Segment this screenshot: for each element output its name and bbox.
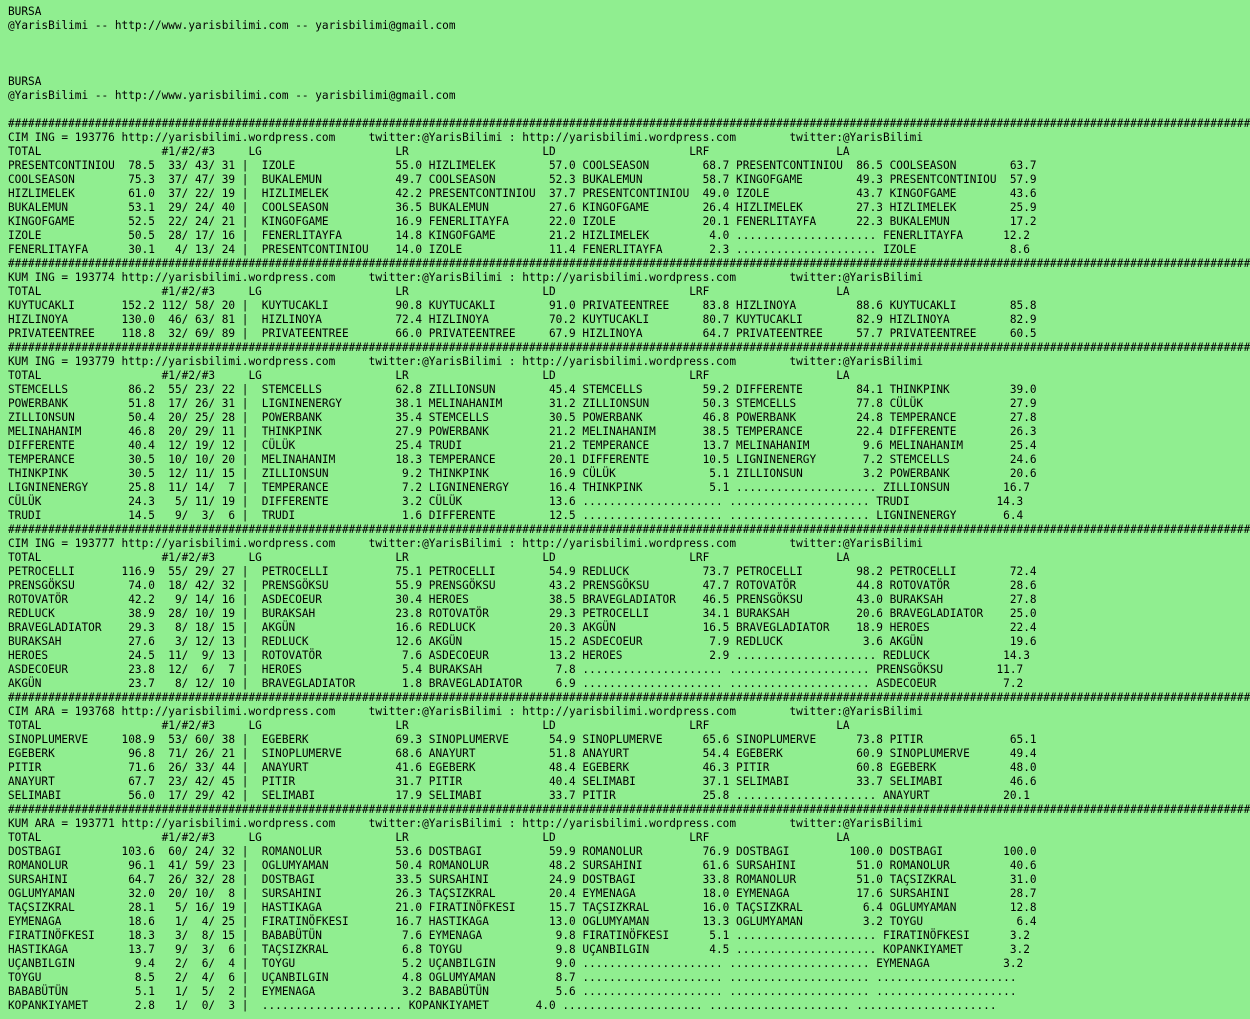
text-line: KOPANKIYAMET 2.8 1/ 0/ 3 | ..................... KOPANKIYAMET 4.0 ..................... ..................... ..................... (8, 999, 997, 1012)
text-line: AKGÜN 23.7 8/ 12/ 10 | BRAVEGLADIATOR 1.8 BRAVEGLADIATOR 6.9 ..................... ..................... ASDECOEUR 7.2 (8, 677, 1024, 690)
text-line: ########################################################################################################################################################################################## (8, 691, 1250, 704)
text-line: TOTAL #1/#2/#3 LG LR LD LRF LA (8, 831, 850, 844)
text-line: ANAYURT 67.7 23/ 42/ 45 | PITIR 31.7 PITIR 40.4 SELIMABI 37.1 SELIMABI 33.7 SELIMABI 46.6 (8, 775, 1037, 788)
text-line: STEMCELLS 86.2 55/ 23/ 22 | STEMCELLS 62.8 ZILLIONSUN 45.4 STEMCELLS 59.2 DIFFERENTE 84.1 THINKPINK 39.0 (8, 383, 1037, 396)
text-line: KINGOFGAME 52.5 22/ 24/ 21 | KINGOFGAME 16.9 FENERLITAYFA 22.0 IZOLE 20.1 FENERLITAYFA 22.3 BUKALEMUN 17.2 (8, 215, 1037, 228)
text-line: POWERBANK 51.8 17/ 26/ 31 | LIGNINENERGY 38.1 MELINAHANIM 31.2 ZILLIONSUN 50.3 STEMCELLS 77.8 CÜLÜK 27.9 (8, 397, 1037, 410)
text-line: ASDECOEUR 23.8 12/ 6/ 7 | HEROES 5.4 BURAKSAH 7.8 ..................... ..................... PRENSGÖKSU 11.7 (8, 663, 1024, 676)
text-line: BRAVEGLADIATOR 29.3 8/ 18/ 15 | AKGÜN 16.6 REDLUCK 20.3 AKGÜN 16.5 BRAVEGLADIATOR 18.9 HEROES 22.4 (8, 621, 1037, 634)
text-line: ZILLIONSUN 50.4 20/ 25/ 28 | POWERBANK 35.4 STEMCELLS 30.5 POWERBANK 46.8 POWERBANK 24.8 TEMPERANCE 27.8 (8, 411, 1037, 424)
text-line: UÇANBILGIN 9.4 2/ 6/ 4 | TOYGU 5.2 UÇANBILGIN 9.0 ..................... ..................... EYMENAGA 3.2 (8, 957, 1024, 970)
text-line: LIGNINENERGY 25.8 11/ 14/ 7 | TEMPERANCE 7.2 LIGNINENERGY 16.4 THINKPINK 5.1 ..................... ZILLIONSUN 16.7 (8, 481, 1030, 494)
text-line: @YarisBilimi -- http://www.yarisbilimi.com -- yarisbilimi@gmail.com (8, 19, 456, 32)
text-line: ########################################################################################################################################################################################## (8, 257, 1250, 270)
text-line: EYMENAGA 18.6 1/ 4/ 25 | FIRATINÖFKESI 16.7 HASTIKAGA 13.0 OGLUMYAMAN 13.3 OGLUMYAMAN 3.2 TOYGU 6.4 (8, 915, 1037, 928)
text-line: ROMANOLUR 96.1 41/ 59/ 23 | OGLUMYAMAN 50.4 ROMANOLUR 48.2 SURSAHINI 61.6 SURSAHINI 51.0 ROMANOLUR 40.6 (8, 859, 1037, 872)
text-line: CÜLÜK 24.3 5/ 11/ 19 | DIFFERENTE 3.2 CÜLÜK 13.6 ..................... ..................... TRUDI 14.3 (8, 495, 1024, 508)
text-line: ROTOVATÖR 42.2 9/ 14/ 16 | ASDECOEUR 30.4 HEROES 38.5 BRAVEGLADIATOR 46.5 PRENSGÖKSU 43.0 BURAKSAH 27.8 (8, 593, 1037, 606)
text-line: DIFFERENTE 40.4 12/ 19/ 12 | CÜLÜK 25.4 TRUDI 21.2 TEMPERANCE 13.7 MELINAHANIM 9.6 MELINAHANIM 25.4 (8, 439, 1037, 452)
text-line: HASTIKAGA 13.7 9/ 3/ 6 | TAÇSIZKRAL 6.8 TOYGU 9.8 UÇANBILGIN 4.5 ..................... KOPANKIYAMET 3.2 (8, 943, 1030, 956)
text-line: TRUDI 14.5 9/ 3/ 6 | TRUDI 1.6 DIFFERENTE 12.5 ..................... ..................... LIGNINENERGY 6.4 (8, 509, 1024, 522)
text-line: PRESENTCONTINIOU 78.5 33/ 43/ 31 | IZOLE 55.0 HIZLIMELEK 57.0 COOLSEASON 68.7 PRESENTCONTINIOU 86.5 COOLSEASON 63.7 (8, 159, 1037, 172)
text-line: PRENSGÖKSU 74.0 18/ 42/ 32 | PRENSGÖKSU 55.9 PRENSGÖKSU 43.2 PRENSGÖKSU 47.7 ROTOVATÖR 44.8 ROTOVATÖR 28.6 (8, 579, 1037, 592)
text-line: FENERLITAYFA 30.1 4/ 13/ 24 | PRESENTCONTINIOU 14.0 IZOLE 11.4 FENERLITAYFA 2.3 ..................... IZOLE 8.6 (8, 243, 1030, 256)
text-line (8, 33, 1250, 47)
text-line (8, 103, 1250, 117)
text-line: ########################################################################################################################################################################################## (8, 341, 1250, 354)
text-line: PETROCELLI 116.9 55/ 29/ 27 | PETROCELLI 75.1 PETROCELLI 54.9 REDLUCK 73.7 PETROCELLI 98.2 PETROCELLI 72.4 (8, 565, 1037, 578)
text-line: REDLUCK 38.9 28/ 10/ 19 | BURAKSAH 23.8 ROTOVATÖR 29.3 PETROCELLI 34.1 BURAKSAH 20.6 BRAVEGLADIATOR 25.0 (8, 607, 1037, 620)
text-line: TAÇSIZKRAL 28.1 5/ 16/ 19 | HASTIKAGA 21.0 FIRATINÖFKESI 15.7 TAÇSIZKRAL 16.0 TAÇSIZKRAL 6.4 OGLUMYAMAN 12.8 (8, 901, 1037, 914)
text-line: CIM ING = 193777 http://yarisbilimi.wordpress.com twitter:@YarisBilimi : http://yarisbilimi.wordpress.com twitter:@YarisBilimi (8, 537, 924, 550)
text-line: COOLSEASON 75.3 37/ 47/ 39 | BUKALEMUN 49.7 COOLSEASON 52.3 BUKALEMUN 58.7 KINGOFGAME 49.3 PRESENTCONTINIOU 57.9 (8, 173, 1037, 186)
text-line: CIM ARA = 193768 http://yarisbilimi.wordpress.com twitter:@YarisBilimi : http://yarisbilimi.wordpress.com twitter:@YarisBilimi (8, 705, 924, 718)
text-line: FIRATINÖFKESI 18.3 3/ 8/ 15 | BABABÜTÜN 7.6 EYMENAGA 9.8 FIRATINÖFKESI 5.1 ..................... FIRATINÖFKESI 3.2 (8, 929, 1030, 942)
text-line: KUM ING = 193774 http://yarisbilimi.wordpress.com twitter:@YarisBilimi : http://yarisbilimi.wordpress.com twitter:@YarisBilimi (8, 271, 924, 284)
text-line: BURSA (8, 5, 42, 18)
text-line: KUM ING = 193779 http://yarisbilimi.wordpress.com twitter:@YarisBilimi : http://yarisbilimi.wordpress.com twitter:@YarisBilimi (8, 355, 924, 368)
text-line: OGLUMYAMAN 32.0 20/ 10/ 8 | SURSAHINI 26.3 TAÇSIZKRAL 20.4 EYMENAGA 18.0 EYMENAGA 17.6 SURSAHINI 28.7 (8, 887, 1037, 900)
race-stats-document (8, 5, 1250, 1013)
text-line (8, 47, 1250, 61)
text-line: BUKALEMUN 53.1 29/ 24/ 40 | COOLSEASON 36.5 BUKALEMUN 27.6 KINGOFGAME 26.4 HIZLIMELEK 27.3 HIZLIMELEK 25.9 (8, 201, 1037, 214)
text-line: ########################################################################################################################################################################################## (8, 803, 1250, 816)
text-line: BABABÜTÜN 5.1 1/ 5/ 2 | EYMENAGA 3.2 BABABÜTÜN 5.6 ..................... ..................... ..................... (8, 985, 1017, 998)
text-line: SELIMABI 56.0 17/ 29/ 42 | SELIMABI 17.9 SELIMABI 33.7 PITIR 25.8 ..................... ANAYURT 20.1 (8, 789, 1030, 802)
text-line: TEMPERANCE 30.5 10/ 10/ 20 | MELINAHANIM 18.3 TEMPERANCE 20.1 DIFFERENTE 10.5 LIGNINENERGY 7.2 STEMCELLS 24.6 (8, 453, 1037, 466)
text-line: TOTAL #1/#2/#3 LG LR LD LRF LA (8, 719, 850, 732)
text-line: EGEBERK 96.8 71/ 26/ 21 | SINOPLUMERVE 68.6 ANAYURT 51.8 ANAYURT 54.4 EGEBERK 60.9 SINOPLUMERVE 49.4 (8, 747, 1037, 760)
text-line: @YarisBilimi -- http://www.yarisbilimi.com -- yarisbilimi@gmail.com (8, 89, 456, 102)
text-line: KUM ARA = 193771 http://yarisbilimi.wordpress.com twitter:@YarisBilimi : http://yarisbilimi.wordpress.com twitter:@YarisBilimi (8, 817, 924, 830)
text-line: CIM ING = 193776 http://yarisbilimi.wordpress.com twitter:@YarisBilimi : http://yarisbilimi.wordpress.com twitter:@YarisBilimi (8, 131, 924, 144)
text-line: PRIVATEENTREE 118.8 32/ 69/ 89 | PRIVATEENTREE 66.0 PRIVATEENTREE 67.9 HIZLINOYA 64.7 PRIVATEENTREE 57.7 PRIVATEENTREE 60.5 (8, 327, 1037, 340)
text-line: HIZLINOYA 130.0 46/ 63/ 81 | HIZLINOYA 72.4 HIZLINOYA 70.2 KUYTUCAKLI 80.7 KUYTUCAKLI 82.9 HIZLINOYA 82.9 (8, 313, 1037, 326)
text-line: TOTAL #1/#2/#3 LG LR LD LRF LA (8, 145, 850, 158)
text-line: PITIR 71.6 26/ 33/ 44 | ANAYURT 41.6 EGEBERK 48.4 EGEBERK 46.3 PITIR 60.8 EGEBERK 48.0 (8, 761, 1037, 774)
text-line: SINOPLUMERVE 108.9 53/ 60/ 38 | EGEBERK 69.3 SINOPLUMERVE 54.9 SINOPLUMERVE 65.6 SINOPLUMERVE 73.8 PITIR 65.1 (8, 733, 1037, 746)
text-line: BURAKSAH 27.6 3/ 12/ 13 | REDLUCK 12.6 AKGÜN 15.2 ASDECOEUR 7.9 REDLUCK 3.6 AKGÜN 19.6 (8, 635, 1037, 648)
text-line: TOYGU 8.5 2/ 4/ 6 | UÇANBILGIN 4.8 OGLUMYAMAN 8.7 ..................... ..................... ..................... (8, 971, 1017, 984)
text-line: MELINAHANIM 46.8 20/ 29/ 11 | THINKPINK 27.9 POWERBANK 21.2 MELINAHANIM 38.5 TEMPERANCE 22.4 DIFFERENTE 26.3 (8, 425, 1037, 438)
text-line: SURSAHINI 64.7 26/ 32/ 28 | DOSTBAGI 33.5 SURSAHINI 24.9 DOSTBAGI 33.8 ROMANOLUR 51.0 TAÇSIZKRAL 31.0 (8, 873, 1037, 886)
text-line: TOTAL #1/#2/#3 LG LR LD LRF LA (8, 369, 850, 382)
text-line: TOTAL #1/#2/#3 LG LR LD LRF LA (8, 285, 850, 298)
text-line: TOTAL #1/#2/#3 LG LR LD LRF LA (8, 551, 850, 564)
text-line: ########################################################################################################################################################################################## (8, 117, 1250, 130)
text-line: HEROES 24.5 11/ 9/ 13 | ROTOVATÖR 7.6 ASDECOEUR 13.2 HEROES 2.9 ..................... REDLUCK 14.3 (8, 649, 1030, 662)
text-line: KUYTUCAKLI 152.2 112/ 58/ 20 | KUYTUCAKLI 90.8 KUYTUCAKLI 91.0 PRIVATEENTREE 83.8 HIZLINOYA 88.6 KUYTUCAKLI 85.8 (8, 299, 1037, 312)
text-line: ########################################################################################################################################################################################## (8, 523, 1250, 536)
text-line: DOSTBAGI 103.6 60/ 24/ 32 | ROMANOLUR 53.6 DOSTBAGI 59.9 ROMANOLUR 76.9 DOSTBAGI 100.0 DOSTBAGI 100.0 (8, 845, 1037, 858)
text-line: IZOLE 50.5 28/ 17/ 16 | FENERLITAYFA 14.8 KINGOFGAME 21.2 HIZLIMELEK 4.0 ..................... FENERLITAYFA 12.2 (8, 229, 1030, 242)
text-line: BURSA (8, 75, 42, 88)
text-line: HIZLIMELEK 61.0 37/ 22/ 19 | HIZLIMELEK 42.2 PRESENTCONTINIOU 37.7 PRESENTCONTINIOU 49.0 IZOLE 43.7 KINGOFGAME 43.6 (8, 187, 1037, 200)
text-line (8, 61, 1250, 75)
text-line: THINKPINK 30.5 12/ 11/ 15 | ZILLIONSUN 9.2 THINKPINK 16.9 CÜLÜK 5.1 ZILLIONSUN 3.2 POWERBANK 20.6 (8, 467, 1037, 480)
